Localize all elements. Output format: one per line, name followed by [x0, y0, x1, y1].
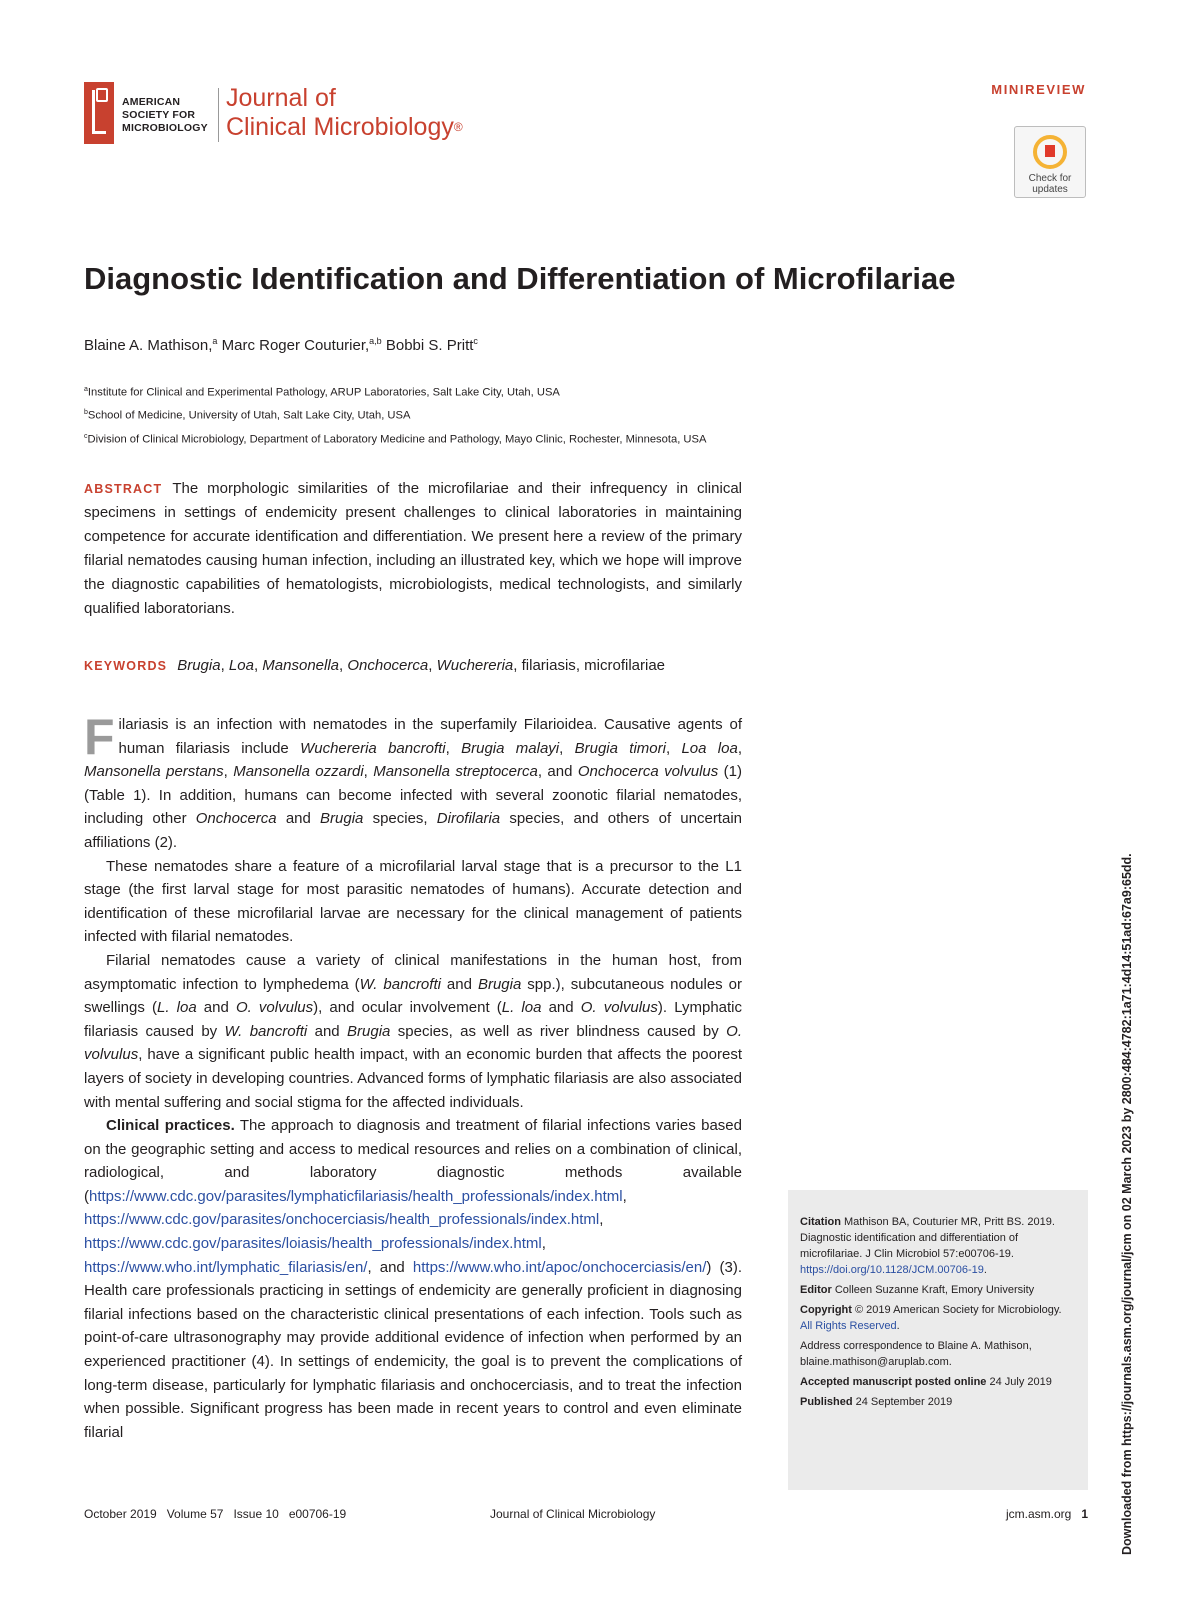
rights-link[interactable]: All Rights Reserved — [800, 1320, 897, 1332]
author-list: Blaine A. Mathison,$^a$ Marc Roger Couturier,$^{a,b}$ Bobbi S. Pritt$^c$ — [84, 336, 478, 354]
editor: Editor Colleen Suzanne Kraft, Emory University — [800, 1284, 1035, 1296]
abstract-text: The morphologic similarities of the microfilariae and their infrequency in clinical specimens in settings of endemicity present challenges to clinical laboratories in maintaining competence for accurate identification and differentiation. We present here a review of the primary filarial nematodes causing human infection, including an illustrated key, which we hope will improve the diagnostic capabilities of hematologists, microbiologists, medical technologists, and similarly qualified laboratorians. — [84, 480, 742, 617]
correspondence: Address correspondence to Blaine A. Mathison, blaine.mathison@aruplab.com. — [800, 1340, 1032, 1368]
body-text — [84, 709, 743, 1444]
drop-cap: F — [84, 709, 115, 765]
footer-issue-info: October 2019 Volume 57 Issue 10 e00706-19 — [84, 1507, 347, 1521]
journal-website-link[interactable]: jcm.asm.org — [1005, 1507, 1072, 1521]
article-type: MINIREVIEW — [991, 82, 1086, 97]
author-name[interactable]: Blaine A. Mathison, — [84, 337, 213, 354]
keywords: KEYWORDS Brugia, Loa, Mansonella, Onchocerca, Wuchereria, filariasis, microfilariae — [84, 657, 666, 674]
footer-journal: Journal of Clinical Microbiology — [490, 1507, 656, 1521]
published-date: Published 24 September 2019 — [800, 1396, 953, 1408]
who-lymphatic-filariasis-link[interactable]: https://www.who.int/lymphatic_filariasis/en/ — [84, 1258, 368, 1276]
accepted-date: Accepted manuscript posted online 24 July 2019 — [800, 1376, 1052, 1388]
doi-link[interactable]: https://doi.org/10.1128/JCM.00706-19 — [800, 1264, 984, 1276]
author-name[interactable]: Marc Roger Couturier, — [221, 337, 370, 354]
logo-divider — [218, 88, 219, 142]
abstract — [84, 477, 742, 621]
citation: Citation Mathison BA, Couturier MR, Pritt BS. 2019. Diagnostic identification and differentiation of microfilariae. J Clin Microbiol 57:e00706-19. https://doi.org/10.1128/JCM.00706-19. — [800, 1216, 1055, 1276]
affiliation: $^a$Institute for Clinical and Experimental Pathology, ARUP Laboratories, Salt Lake City, Utah, USA — [84, 386, 560, 399]
page-number: 1 — [1081, 1507, 1088, 1521]
author-name[interactable]: Bobbi S. Pritt — [385, 337, 474, 354]
keywords-label: KEYWORDS — [84, 659, 168, 673]
paragraph: These nematodes share a feature of a microfilarial larval stage that is a precursor to the L1 stage (the first larval stage for most parasitic nematodes of humans). Accurate detection and identification of these microfilarial larvae are necessary for the clinical management of patients infected with filarial nematodes. — [84, 857, 742, 946]
journal-name: Journal of Clinical Microbiology® — [226, 84, 463, 141]
cdc-loiasis-link[interactable]: https://www.cdc.gov/parasites/loiasis/health_professionals/index.html — [84, 1235, 542, 1253]
paragraph: Filariasis is an infection with nematodes in the superfamily Filarioidea. Causative agents of human filariasis include Wuchereria bancrofti, Brugia malayi, Brugia timori, Loa loa, Mansonella perstans, Mansonella ozzardi, Mansonella streptocerca, and Onchocerca volvulus (1) (Table 1). In addition, humans can become infected with several zoonotic filarial nematodes, including other Onchocerca and Brugia species, Dirofilaria species, and others of uncertain affiliations (2). — [84, 709, 742, 851]
abstract-label: ABSTRACT — [84, 482, 163, 496]
who-onchocerciasis-link[interactable]: https://www.who.int/apoc/onchocerciasis/en/ — [412, 1258, 707, 1276]
citation-box — [788, 1190, 1088, 1490]
microscope-icon — [84, 82, 114, 144]
section-heading: Clinical practices. — [106, 1117, 235, 1135]
check-for-updates-button[interactable] — [1014, 126, 1086, 198]
check-updates-label: Check for updates — [1028, 173, 1072, 195]
footer-website — [1006, 1507, 1088, 1521]
paragraph: Filarial nematodes cause a variety of clinical manifestations in the human host, from asymptomatic infection to lymphedema (W. bancrofti and Brugia spp.), subcutaneous nodules or swellings (L. loa and O. volvulus), and ocular involvement (L. loa and O. volvulus). Lymphatic filariasis caused by W. bancrofti and Brugia species, as well as river blindness caused by O. volvulus, have a significant public health impact, with an economic burden that affects the poorest layers of society in developing countries. Advanced forms of lymphatic filariasis are also associated with mental suffering and social stigma for the affected individuals. — [84, 951, 743, 1111]
affiliation: $^c$Division of Clinical Microbiology, Department of Laboratory Medicine and Pathology, Mayo Clinic, Rochester, Minnesota, USA — [84, 433, 707, 446]
affiliation: $^b$School of Medicine, University of Utah, Salt Lake City, Utah, USA — [84, 409, 411, 422]
paragraph: Clinical practices. The approach to diagnosis and treatment of filarial infections varies based on the geographic setting and access to medical resources and relies on a combination of clinical, radiological, and laboratory diagnostic methods available (https://www.cdc.gov/parasites/lymphaticfilariasis/health_professionals/index.html, https://www.cdc.gov/parasites/onchocerciasis/health_professionals/index.html, https://www.cdc.gov/parasites/loiasis/health_professionals/index.html, https://www.who.int/lymphatic_filariasis/en/, and https://www.who.int/apoc/onchocerciasis/en/) (3). Health care professionals practicing in settings of endemicity are generally proficient in diagnosing filarial infections based on the characteristic clinical presentations of each infection. Tools such as point-of-care ultrasonography may provide additional evidence of infection when performed by an experienced practitioner (4). In settings of endemicity, the goal is to prevent the complications of long-term disease, particularly for lymphatic filariasis and onchocerciasis, and to treat the infection when possible. Significant progress has been made in recent years to control and even eliminate filarial — [84, 1117, 742, 1441]
cdc-onchocerciasis-link[interactable]: https://www.cdc.gov/parasites/onchocerciasis/health_professionals/index.html — [84, 1211, 600, 1229]
article-title: Diagnostic Identification and Differentiation of Microfilariae — [84, 261, 956, 296]
check-updates-icon — [1033, 135, 1067, 169]
download-note: Downloaded from https://journals.asm.org/journal/jcm on 02 March 2023 by 2800:484:4782:1a71:4d14:51ad:67a9:65dd. — [1120, 853, 1134, 1555]
asm-logo — [84, 82, 484, 152]
society-name: AMERICAN SOCIETY FOR MICROBIOLOGY — [122, 96, 208, 134]
cdc-lymphatic-filariasis-link[interactable]: https://www.cdc.gov/parasites/lymphaticfilariasis/health_professionals/index.html — [89, 1187, 623, 1205]
copyright: Copyright © 2019 American Society for Microbiology. All Rights Reserved. — [800, 1304, 1062, 1332]
